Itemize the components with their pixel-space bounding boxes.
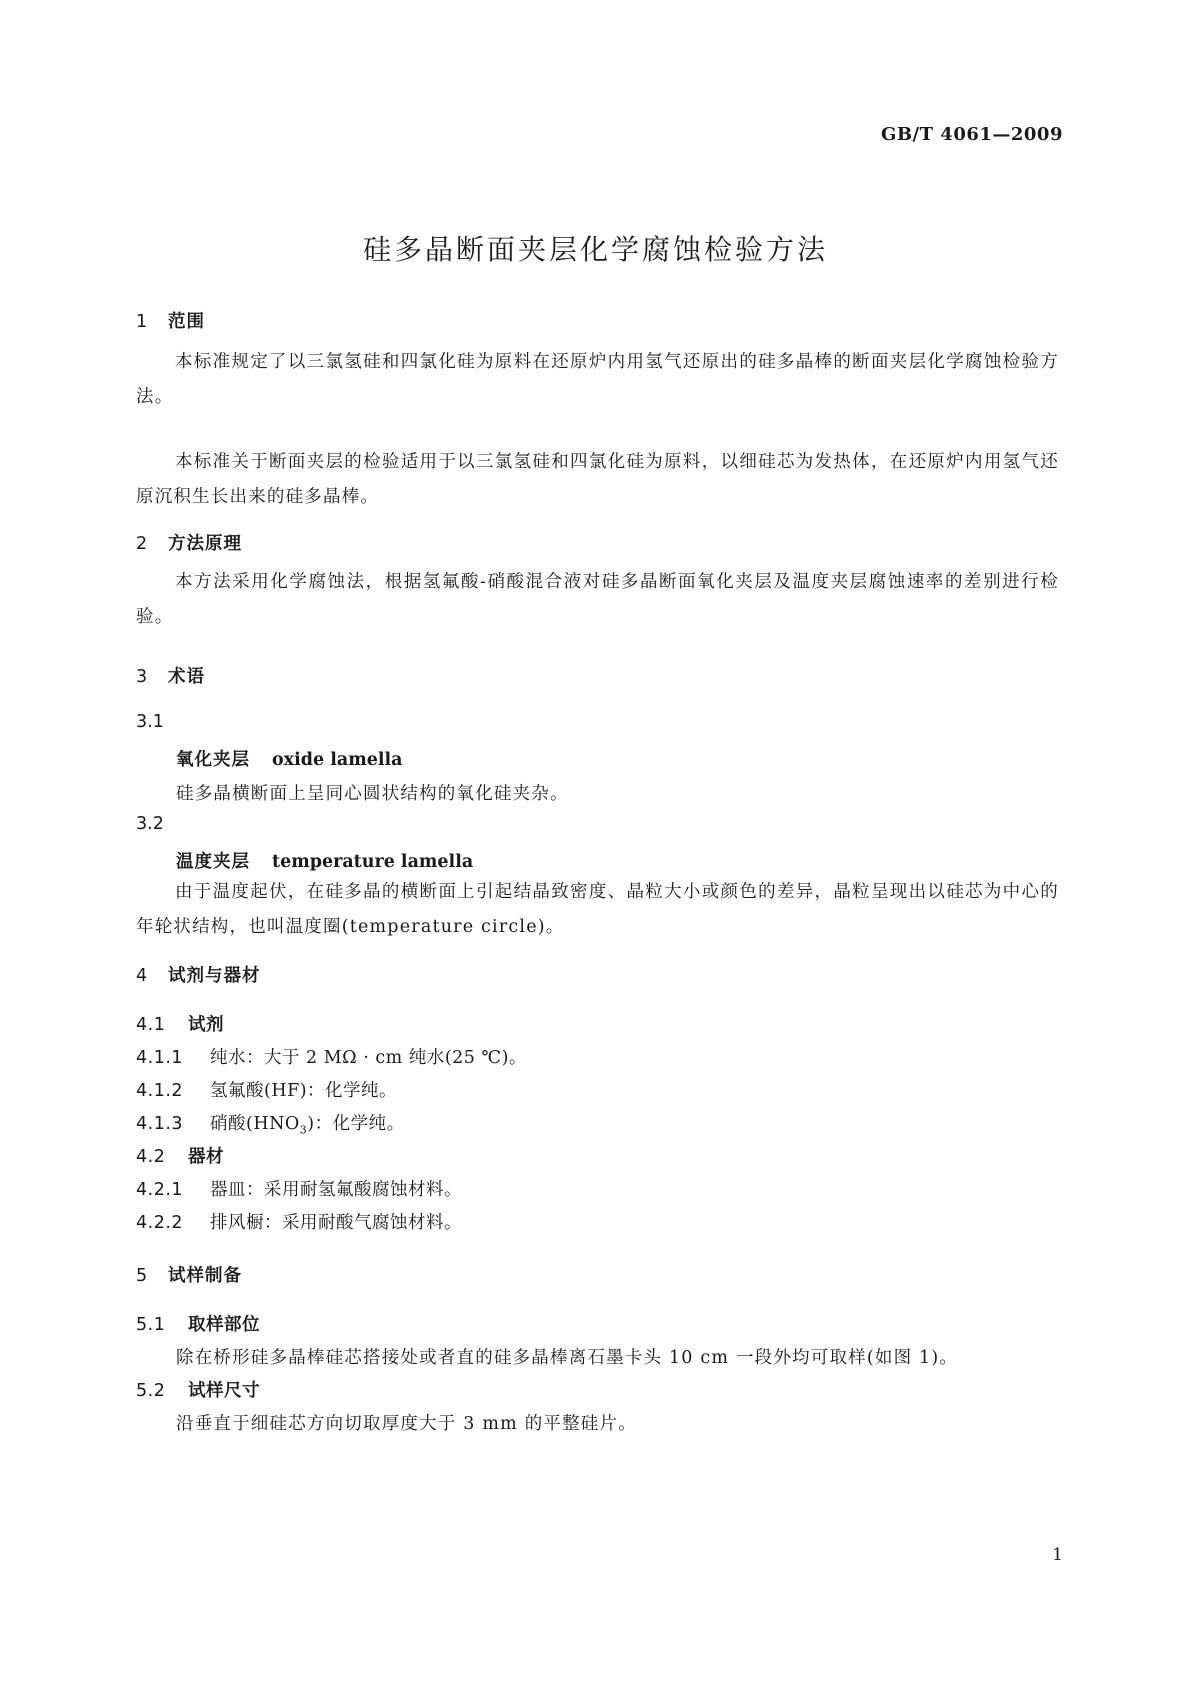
term-en: temperature lamella	[272, 852, 474, 872]
term-zh: 氧化夹层	[176, 750, 250, 770]
subsection-4-1	[136, 1011, 224, 1036]
item-number: 4.1.1	[136, 1048, 184, 1068]
section-3-heading	[136, 663, 205, 688]
section-number: 3	[136, 667, 149, 687]
term-zh: 温度夹层	[176, 852, 250, 872]
item-4-2-2	[136, 1209, 462, 1234]
term-3-1-number: 3.1	[136, 712, 164, 732]
subsection-label: 取样部位	[188, 1315, 260, 1335]
item-text: 器皿：采用耐氢氟酸腐蚀材料。	[210, 1180, 462, 1200]
subsection-5-2-text: 沿垂直于细硅芯方向切取厚度大于 3 mm 的平整硅片。	[176, 1414, 637, 1434]
item-4-1-2	[136, 1077, 397, 1102]
section-1-paragraph-2: 本标准关于断面夹层的检验适用于以三氯氢硅和四氯化硅为原料，以细硅芯为发热体，在还原炉内用氢气还原沉积生长出来的硅多晶棒。	[136, 452, 1059, 507]
subsection-5-2	[136, 1377, 260, 1402]
item-text: 纯水：大于 2 MΩ · cm 纯水(25 ℃)。	[210, 1048, 527, 1068]
item-4-2-1	[136, 1176, 462, 1201]
section-number: 4	[136, 966, 149, 986]
term-3-1	[176, 746, 403, 771]
subsection-label: 试样尺寸	[188, 1381, 260, 1401]
subsection-5-1	[136, 1311, 260, 1336]
item-text: 氢氟酸(HF)：化学纯。	[210, 1081, 398, 1101]
term-3-2-number: 3.2	[136, 814, 164, 834]
page-number: 1	[1052, 1545, 1063, 1565]
term-3-2	[176, 848, 473, 873]
item-4-1-3	[136, 1110, 405, 1137]
section-4-heading	[136, 962, 261, 987]
section-number: 5	[136, 1266, 149, 1286]
term-en: oxide lamella	[272, 750, 403, 770]
subsection-number: 5.1	[136, 1315, 166, 1335]
section-label: 范围	[168, 312, 205, 332]
subsection-number: 5.2	[136, 1381, 166, 1401]
section-5-heading	[136, 1262, 242, 1287]
subsection-number: 4.1	[136, 1015, 166, 1035]
item-number: 4.1.3	[136, 1114, 184, 1134]
section-number: 2	[136, 534, 149, 554]
subsection-label: 器材	[188, 1147, 224, 1167]
term-3-1-definition: 硅多晶横断面上呈同心圆状结构的氧化硅夹杂。	[176, 784, 569, 804]
section-2-heading	[136, 530, 242, 555]
section-2-paragraph-1: 本方法采用化学腐蚀法，根据氢氟酸-硝酸混合液对硅多晶断面氧化夹层及温度夹层腐蚀速率的差别进行检验。	[136, 572, 1059, 627]
item-4-1-1	[136, 1044, 527, 1069]
subsection-4-2	[136, 1143, 224, 1168]
term-3-2-definition: 由于温度起伏，在硅多晶的横断面上引起结晶致密度、晶粒大小或颜色的差异，晶粒呈现出以硅芯为中心的年轮状结构，也叫温度圈(temperature circle)。	[136, 882, 1059, 937]
item-number: 4.1.2	[136, 1081, 184, 1101]
item-text: 硝酸(HNO	[210, 1114, 300, 1134]
subsection-label: 试剂	[188, 1015, 224, 1035]
item-subscript: 3	[299, 1123, 308, 1137]
subsection-number: 4.2	[136, 1147, 166, 1167]
item-text: 排风橱：采用耐酸气腐蚀材料。	[210, 1213, 462, 1233]
subsection-5-1-text: 除在桥形硅多晶棒硅芯搭接处或者直的硅多晶棒离石墨卡头 10 cm 一段外均可取样(如图 1)。	[176, 1348, 959, 1368]
item-number: 4.2.2	[136, 1213, 184, 1233]
section-number: 1	[136, 312, 149, 332]
section-label: 方法原理	[168, 534, 242, 554]
section-1-heading	[136, 308, 205, 333]
section-label: 试剂与器材	[168, 966, 261, 986]
section-1-paragraph-1: 本标准规定了以三氯氢硅和四氯化硅为原料在还原炉内用氢气还原出的硅多晶棒的断面夹层化学腐蚀检验方法。	[136, 352, 1059, 407]
standard-code: GB/T 4061—2009	[880, 124, 1063, 145]
item-number: 4.2.1	[136, 1180, 184, 1200]
section-label: 试样制备	[168, 1266, 242, 1286]
document-title: 硅多晶断面夹层化学腐蚀检验方法	[362, 233, 828, 266]
section-label: 术语	[168, 667, 205, 687]
item-text-end: )：化学纯。	[307, 1114, 405, 1134]
